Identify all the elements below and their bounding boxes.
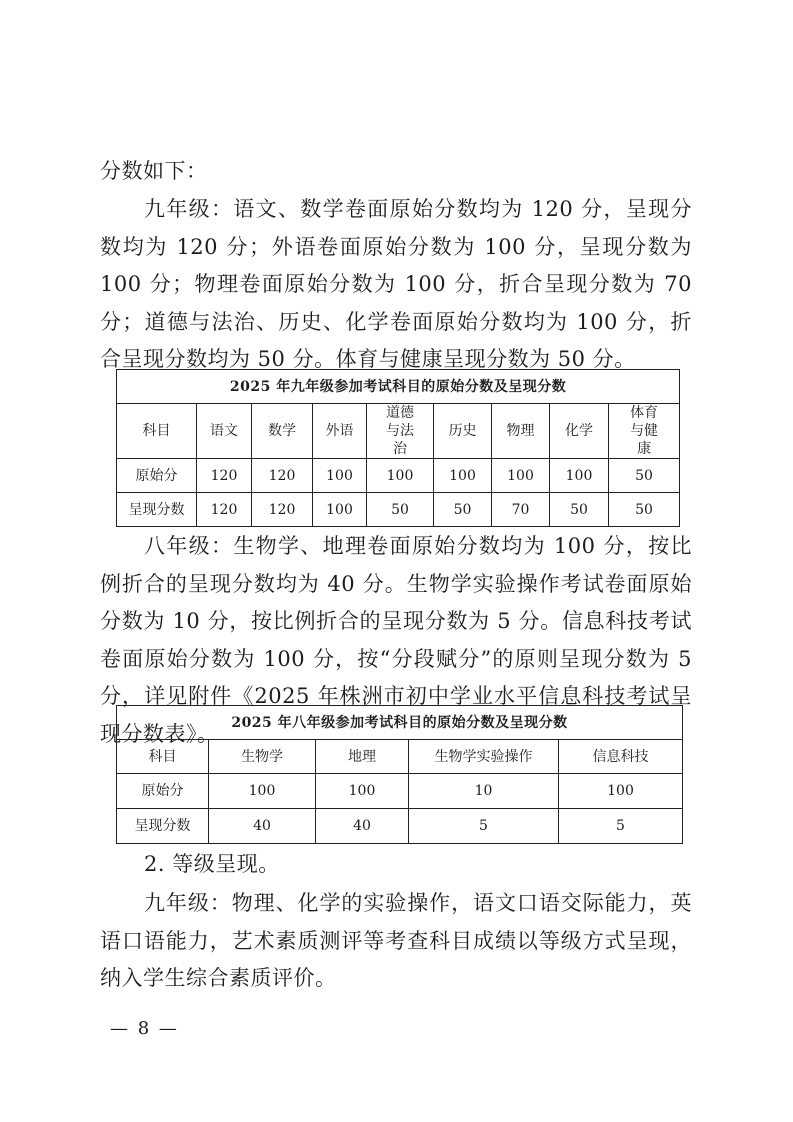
table-row: [117, 493, 680, 527]
section-heading: 2. 等级呈现。: [144, 852, 280, 876]
table-cell: 120: [252, 493, 313, 527]
header-cell: 语文: [197, 404, 252, 459]
row-label: 原始分: [117, 459, 197, 493]
grade9-level-paragraph: 九年级：物理、化学的实验操作，语文口语交际能力，英语口语能力，艺术素质测评等考查科目成绩以等级方式呈现，纳入学生综合素质评价。: [100, 891, 692, 990]
table-cell: 100: [559, 774, 683, 809]
table-cell: 120: [252, 459, 313, 493]
table-cell: 5: [409, 809, 559, 844]
header-cell: 数学: [252, 404, 313, 459]
row-label: 原始分: [117, 774, 209, 809]
table-cell: 70: [492, 493, 550, 527]
header-cell: 生物学: [209, 740, 316, 774]
header-cell: 科目: [117, 740, 209, 774]
header-cell: 化学: [550, 404, 609, 459]
header-cell: 历史: [434, 404, 492, 459]
table-cell: 40: [209, 809, 316, 844]
table-row: [117, 774, 683, 809]
table-cell: 100: [209, 774, 316, 809]
table-cell: 40: [316, 809, 409, 844]
header-cell: 外语: [313, 404, 367, 459]
header-cell: 地理: [316, 740, 409, 774]
grade9-score-table: [116, 369, 680, 527]
table-row: [117, 809, 683, 844]
table-header-row: [117, 404, 680, 459]
table-cell: 50: [550, 493, 609, 527]
grade8-paragraph: 八年级：生物学、地理卷面原始分数均为 100 分，按比例折合的呈现分数均为 40 分。生物学实验操作考试卷面原始分数为 10 分，按比例折合的呈现分数为 5 分。信息科技考试卷面原始分数为 100 分，按“分段赋分”的原则呈现分数为 5 分，详见附件《2025 年株洲市初中学业水平信息科技考试呈现分数表》。: [100, 534, 692, 746]
table-cell: 120: [197, 459, 252, 493]
grade9-paragraph: 九年级：语文、数学卷面原始分数均为 120 分，呈现分数均为 120 分；外语卷面原始分数为 100 分，呈现分数为 100 分；物理卷面原始分数为 100 分，折合呈现分数为 70 分；道德与法治、历史、化学卷面原始分数均为 100 分，折合呈现分数均为 50 分。体育与健康呈现分数为 50 分。: [100, 197, 692, 371]
table-cell: 50: [434, 493, 492, 527]
header-cell: 生物学实验操作: [409, 740, 559, 774]
table-cell: 50: [367, 493, 434, 527]
header-cell: 体育与健康: [609, 404, 680, 459]
header-cell: 信息科技: [559, 740, 683, 774]
table-cell: 50: [609, 459, 680, 493]
table-title: 2025 年八年级参加考试科目的原始分数及呈现分数: [117, 706, 683, 740]
table-header-row: [117, 740, 683, 774]
table-cell: 50: [609, 493, 680, 527]
intro-text: 分数如下：: [100, 159, 208, 183]
table-cell: 100: [316, 774, 409, 809]
table-cell: 100: [492, 459, 550, 493]
table-cell: 120: [197, 493, 252, 527]
header-cell: 科目: [117, 404, 197, 459]
header-cell: 道德与法治: [367, 404, 434, 459]
row-label: 呈现分数: [117, 809, 209, 844]
table-title: 2025 年九年级参加考试科目的原始分数及呈现分数: [117, 370, 680, 404]
table-row: [117, 459, 680, 493]
table-cell: 100: [367, 459, 434, 493]
table-cell: 100: [434, 459, 492, 493]
table-cell: 100: [313, 493, 367, 527]
table-cell: 100: [313, 459, 367, 493]
row-label: 呈现分数: [117, 493, 197, 527]
table-cell: 5: [559, 809, 683, 844]
table-cell: 100: [550, 459, 609, 493]
grade8-score-table: [116, 705, 683, 844]
header-cell: 物理: [492, 404, 550, 459]
table-cell: 10: [409, 774, 559, 809]
page-number: — 8 —: [110, 1018, 179, 1039]
